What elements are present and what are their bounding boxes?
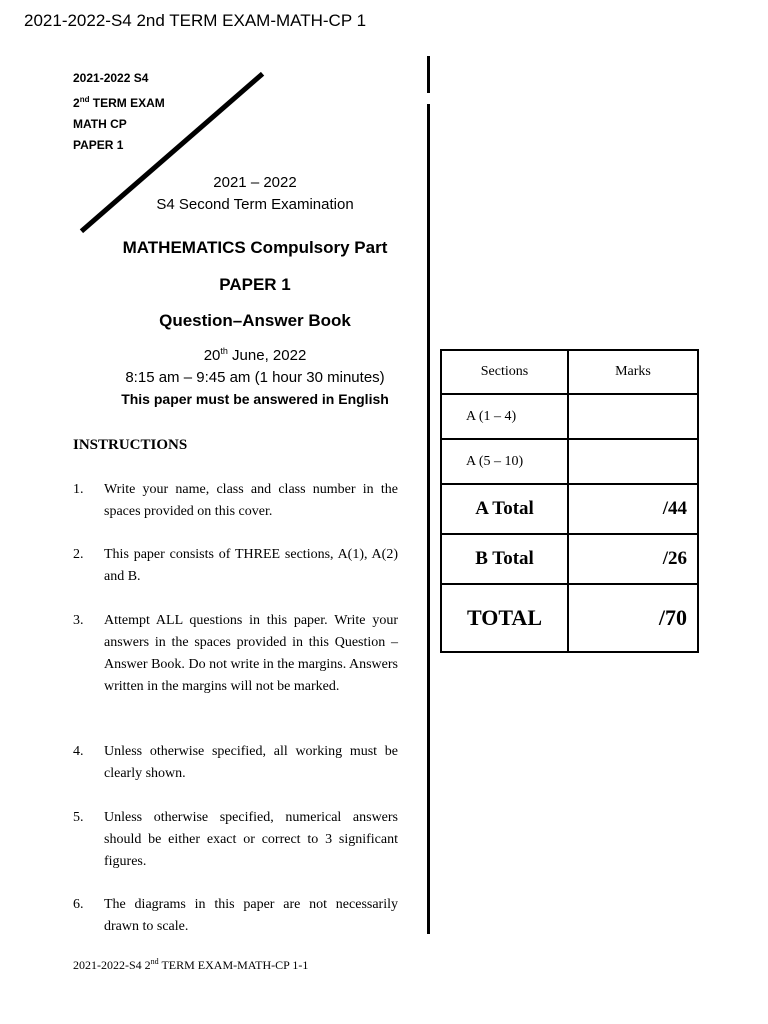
- margin-line: [427, 104, 430, 934]
- marks-cell: [568, 394, 698, 439]
- table-row-total: [441, 584, 698, 652]
- marks-table: [440, 349, 699, 653]
- section-label: A (1 – 4): [441, 394, 568, 439]
- marks-header: Marks: [568, 350, 698, 394]
- exam-name: S4 Second Term Examination: [156, 196, 354, 213]
- section-label: B Total: [441, 534, 568, 584]
- instruction-item: 6. The diagrams in this paper are not necessarily drawn to scale.: [73, 897, 398, 934]
- stamp-line-3: MATH CP: [73, 117, 127, 131]
- section-label: A (5 – 10): [441, 439, 568, 484]
- instruction-item: 2. This paper consists of THREE sections, A(1), A(2) and B.: [73, 547, 398, 584]
- table-row: [441, 394, 698, 439]
- section-label: TOTAL: [441, 584, 568, 652]
- exam-stamp: [73, 68, 165, 156]
- academic-years: 2021 – 2022: [213, 174, 297, 191]
- instruction-item: 4. Unless otherwise specified, all working must be clearly shown.: [73, 744, 398, 781]
- exam-date: 20th June, 2022: [203, 346, 307, 364]
- instructions-heading: INSTRUCTIONS: [73, 437, 188, 453]
- exam-time: 8:15 am – 9:45 am (1 hour 30 minutes): [125, 369, 385, 386]
- table-row: [441, 534, 698, 584]
- stamp-line-1: 2021-2022 S4: [73, 71, 149, 85]
- marks-table-header-row: [441, 350, 698, 394]
- section-label: A Total: [441, 484, 568, 534]
- page-footer: 2021-2022-S4 2nd TERM EXAM-MATH-CP 1-1: [73, 957, 309, 972]
- stamp-line-2: 2nd TERM EXAM: [73, 95, 165, 110]
- document-header: 2021-2022-S4 2nd TERM EXAM-MATH-CP 1: [24, 11, 367, 30]
- instruction-item: 1. Write your name, class and class number in the spaces provided on this cover.: [73, 482, 398, 519]
- marks-cell: /44: [568, 484, 698, 534]
- book-title: Question–Answer Book: [159, 311, 351, 330]
- marks-cell: /26: [568, 534, 698, 584]
- marks-cell: [568, 439, 698, 484]
- subject-title: MATHEMATICS Compulsory Part: [122, 238, 388, 257]
- marks-cell: /70: [568, 584, 698, 652]
- table-row: [441, 439, 698, 484]
- instruction-item: 5. Unless otherwise specified, numerical answers should be either exact or correct to 3 significant figures.: [73, 810, 398, 869]
- table-row: [441, 484, 698, 534]
- margin-line-top: [427, 56, 430, 93]
- instruction-item: 3. Attempt ALL questions in this paper. Write your answers in the spaces provided in this Question – Answer Book. Do not write in the margins. Answers written in the margins will not be marked.: [73, 613, 398, 694]
- sections-header: Sections: [441, 350, 568, 394]
- language-note: This paper must be answered in English: [121, 391, 389, 407]
- stamp-line-4: PAPER 1: [73, 138, 124, 152]
- paper-number: PAPER 1: [219, 275, 291, 294]
